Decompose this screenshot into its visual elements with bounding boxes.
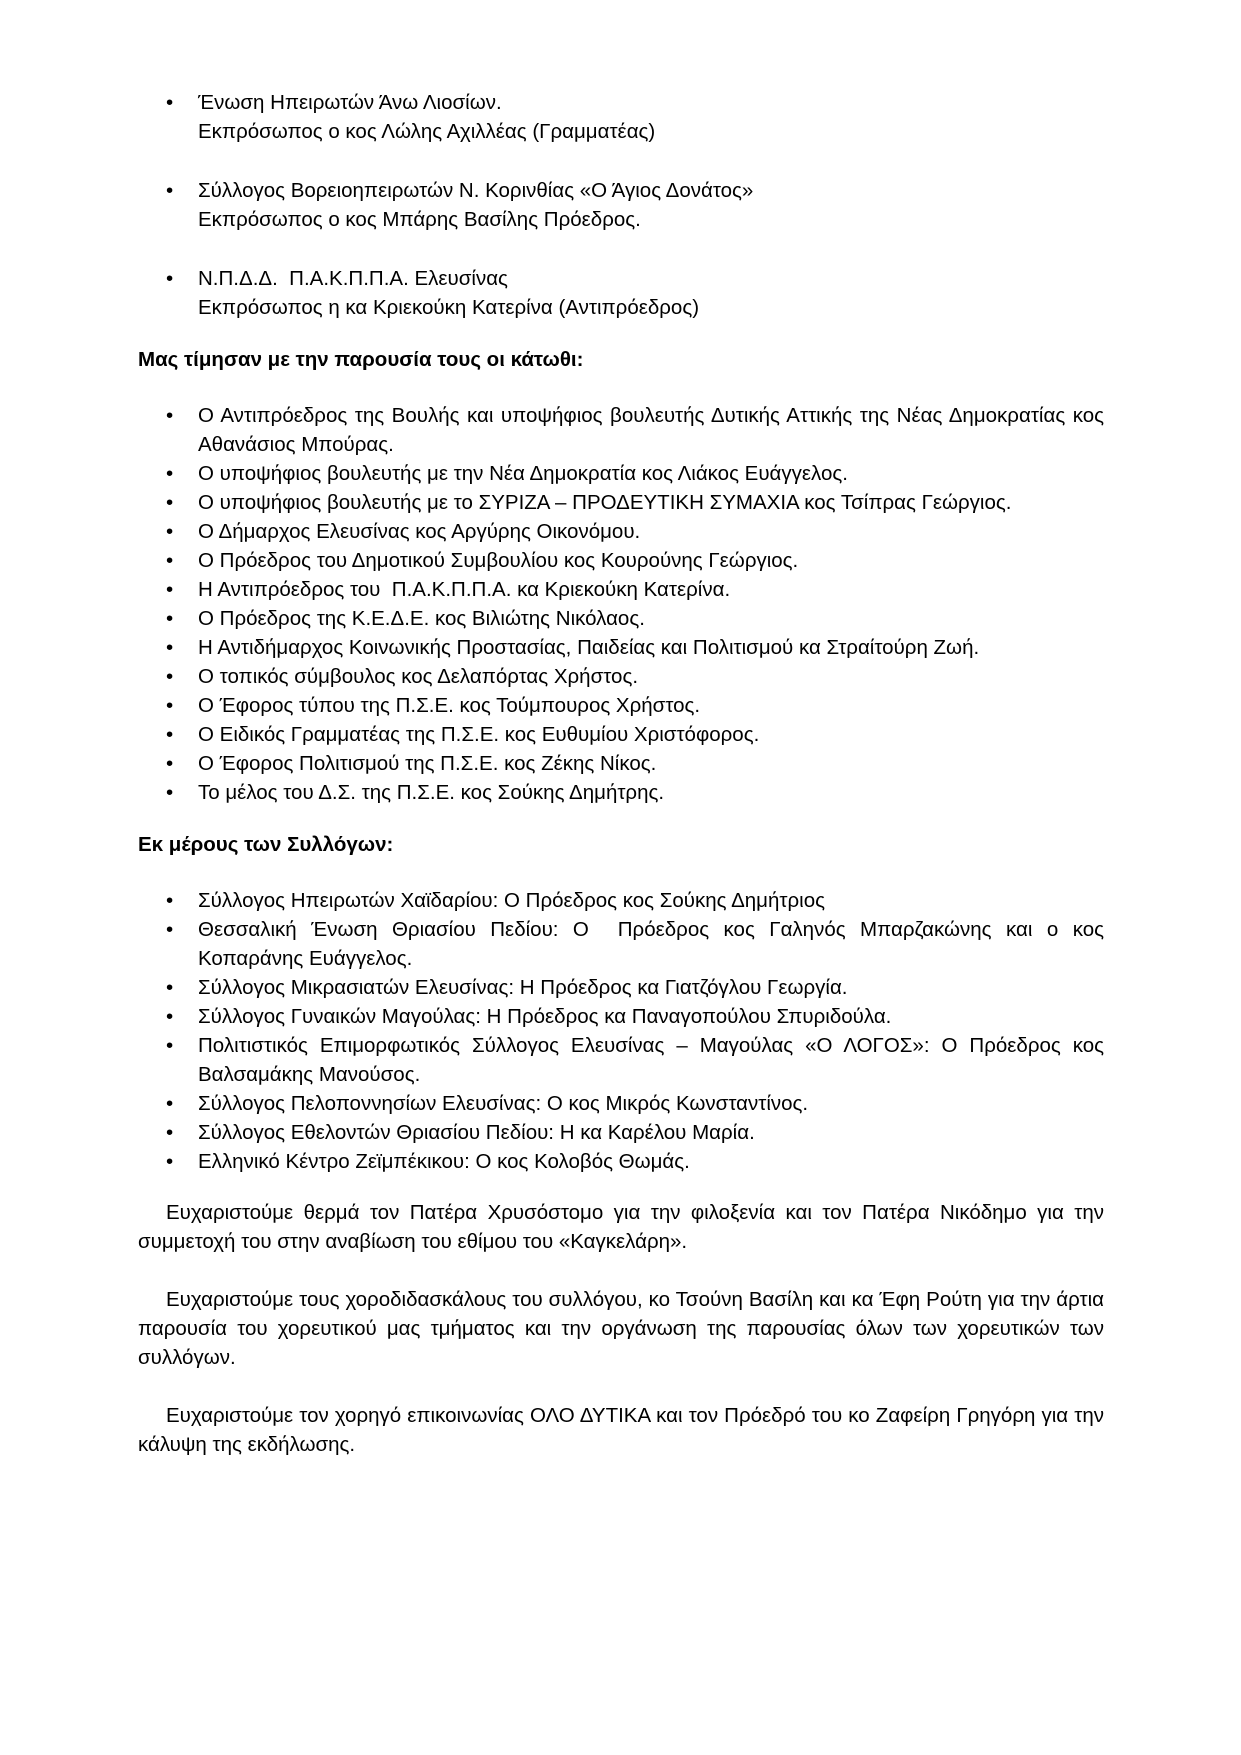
organization-name: • Ν.Π.Δ.Δ. Π.Α.Κ.Π.Π.Α. Ελευσίνας bbox=[198, 267, 508, 290]
organization-name: • Σύλλογος Βορειοηπειρωτών Ν. Κορινθίας «Ο Άγιος Δονάτος» bbox=[198, 179, 754, 202]
list-item: • Πολιτιστικός Επιμορφωτικός Σύλλογος Ελευσίνας – Μαγούλας «Ο ΛΟΓΟΣ»: Ο Πρόεδρος κος Βαλσαμάκης Μανούσος. bbox=[138, 1031, 1104, 1089]
organization-representative: Εκπρόσωπος ο κος Λώλης Αχιλλέας (Γραμματέας) bbox=[198, 120, 656, 143]
section-heading-attendees: Μας τίμησαν με την παρουσία τους οι κάτωθι: bbox=[138, 348, 584, 371]
thanks-paragraph-sponsor: Ευχαριστούμε τον χορηγό επικοινωνίας ΟΛΟ ΔΥΤΙΚΑ και τον Πρόεδρό του κο Ζαφείρη Γρηγόρη για την κάλυψη της εκδήλωσης. bbox=[138, 1404, 1104, 1456]
list-item: • Σύλλογος Ηπειρωτών Χαϊδαρίου: Ο Πρόεδρος κος Σούκης Δημήτριος bbox=[138, 886, 1104, 915]
representatives-list bbox=[138, 88, 1104, 322]
organization-representative: Εκπρόσωπος ο κος Μπάρης Βασίλης Πρόεδρος. bbox=[198, 208, 641, 231]
list-item: • Ο υποψήφιος βουλευτής με το ΣΥΡΙΖΑ – ΠΡΟΔΕΥΤΙΚΗ ΣΥΜΑΧΙΑ κος Τσίπρας Γεώργιος. bbox=[138, 488, 1104, 517]
list-item: • Ο Αντιπρόεδρος της Βουλής και υποψήφιος βουλευτής Δυτικής Αττικής της Νέας Δημοκρατίας κος Αθανάσιος Μπούρας. bbox=[138, 401, 1104, 459]
thanks-paragraph-priests: Ευχαριστούμε θερμά τον Πατέρα Χρυσόστομο για την φιλοξενία και τον Πατέρα Νικόδημο για την συμμετοχή του στην αναβίωση του εθίμου του «Καγκελάρη». bbox=[138, 1201, 1104, 1253]
list-item: • Σύλλογος Μικρασιατών Ελευσίνας: Η Πρόεδρος κα Γιατζόγλου Γεωργία. bbox=[138, 973, 1104, 1002]
list-item: • Σύλλογος Γυναικών Μαγούλας: Η Πρόεδρος κα Παναγοπούλου Σπυριδούλα. bbox=[138, 1002, 1104, 1031]
organization-representative: Εκπρόσωπος η κα Κριεκούκη Κατερίνα (Αντιπρόεδρος) bbox=[198, 296, 700, 319]
list-item: • Θεσσαλική Ένωση Θριασίου Πεδίου: Ο Πρόεδρος κος Γαληνός Μπαρζακώνης και ο κος Κοπαράνης Ευάγγελος. bbox=[138, 915, 1104, 973]
list-item: • Ο Έφορος Πολιτισμού της Π.Σ.Ε. κος Ζέκης Νίκος. bbox=[138, 749, 1104, 778]
attendees-list bbox=[138, 401, 1104, 807]
list-item: • Ο υποψήφιος βουλευτής με την Νέα Δημοκρατία κος Λιάκος Ευάγγελος. bbox=[138, 459, 1104, 488]
list-item: • Ελληνικό Κέντρο Ζεϊμπέκικου: Ο κος Κολοβός Θωμάς. bbox=[138, 1147, 1104, 1176]
list-item: • Η Αντιπρόεδρος του Π.Α.Κ.Π.Π.Α. κα Κριεκούκη Κατερίνα. bbox=[138, 575, 1104, 604]
list-item: • Ο Πρόεδρος του Δημοτικού Συμβουλίου κος Κουρούνης Γεώργιος. bbox=[138, 546, 1104, 575]
list-item: • Το μέλος του Δ.Σ. της Π.Σ.Ε. κος Σούκης Δημήτρης. bbox=[138, 778, 1104, 807]
list-item: • Ο Δήμαρχος Ελευσίνας κος Αργύρης Οικονόμου. bbox=[138, 517, 1104, 546]
list-item bbox=[138, 88, 1104, 146]
thanks-paragraph-dance-teachers: Ευχαριστούμε τους χοροδιδασκάλους του συλλόγου, κο Τσούνη Βασίλη και κα Έφη Ρούτη για την άρτια παρουσία του χορευτικού μας τμήματος και την οργάνωση της παρουσίας όλων των χορευτικών των συλλόγων. bbox=[138, 1288, 1104, 1369]
list-item: • Σύλλογος Εθελοντών Θριασίου Πεδίου: Η κα Καρέλου Μαρία. bbox=[138, 1118, 1104, 1147]
list-item: • Ο Έφορος τύπου της Π.Σ.Ε. κος Τούμπουρος Χρήστος. bbox=[138, 691, 1104, 720]
list-item: • Η Αντιδήμαρχος Κοινωνικής Προστασίας, Παιδείας και Πολιτισμού κα Στραίτούρη Ζωή. bbox=[138, 633, 1104, 662]
list-item: • Ο τοπικός σύμβουλος κος Δελαπόρτας Χρήστος. bbox=[138, 662, 1104, 691]
list-item bbox=[138, 176, 1104, 234]
list-item: • Ο Πρόεδρος της Κ.Ε.Δ.Ε. κος Βιλιώτης Νικόλαος. bbox=[138, 604, 1104, 633]
list-item: • Ο Ειδικός Γραμματέας της Π.Σ.Ε. κος Ευθυμίου Χριστόφορος. bbox=[138, 720, 1104, 749]
organization-name: • Ένωση Ηπειρωτών Άνω Λιοσίων. bbox=[198, 91, 502, 114]
section-heading-associations: Εκ μέρους των Συλλόγων: bbox=[138, 833, 394, 856]
list-item: • Σύλλογος Πελοποννησίων Ελευσίνας: Ο κος Μικρός Κωνσταντίνος. bbox=[138, 1089, 1104, 1118]
associations-list bbox=[138, 886, 1104, 1176]
list-item bbox=[138, 264, 1104, 322]
